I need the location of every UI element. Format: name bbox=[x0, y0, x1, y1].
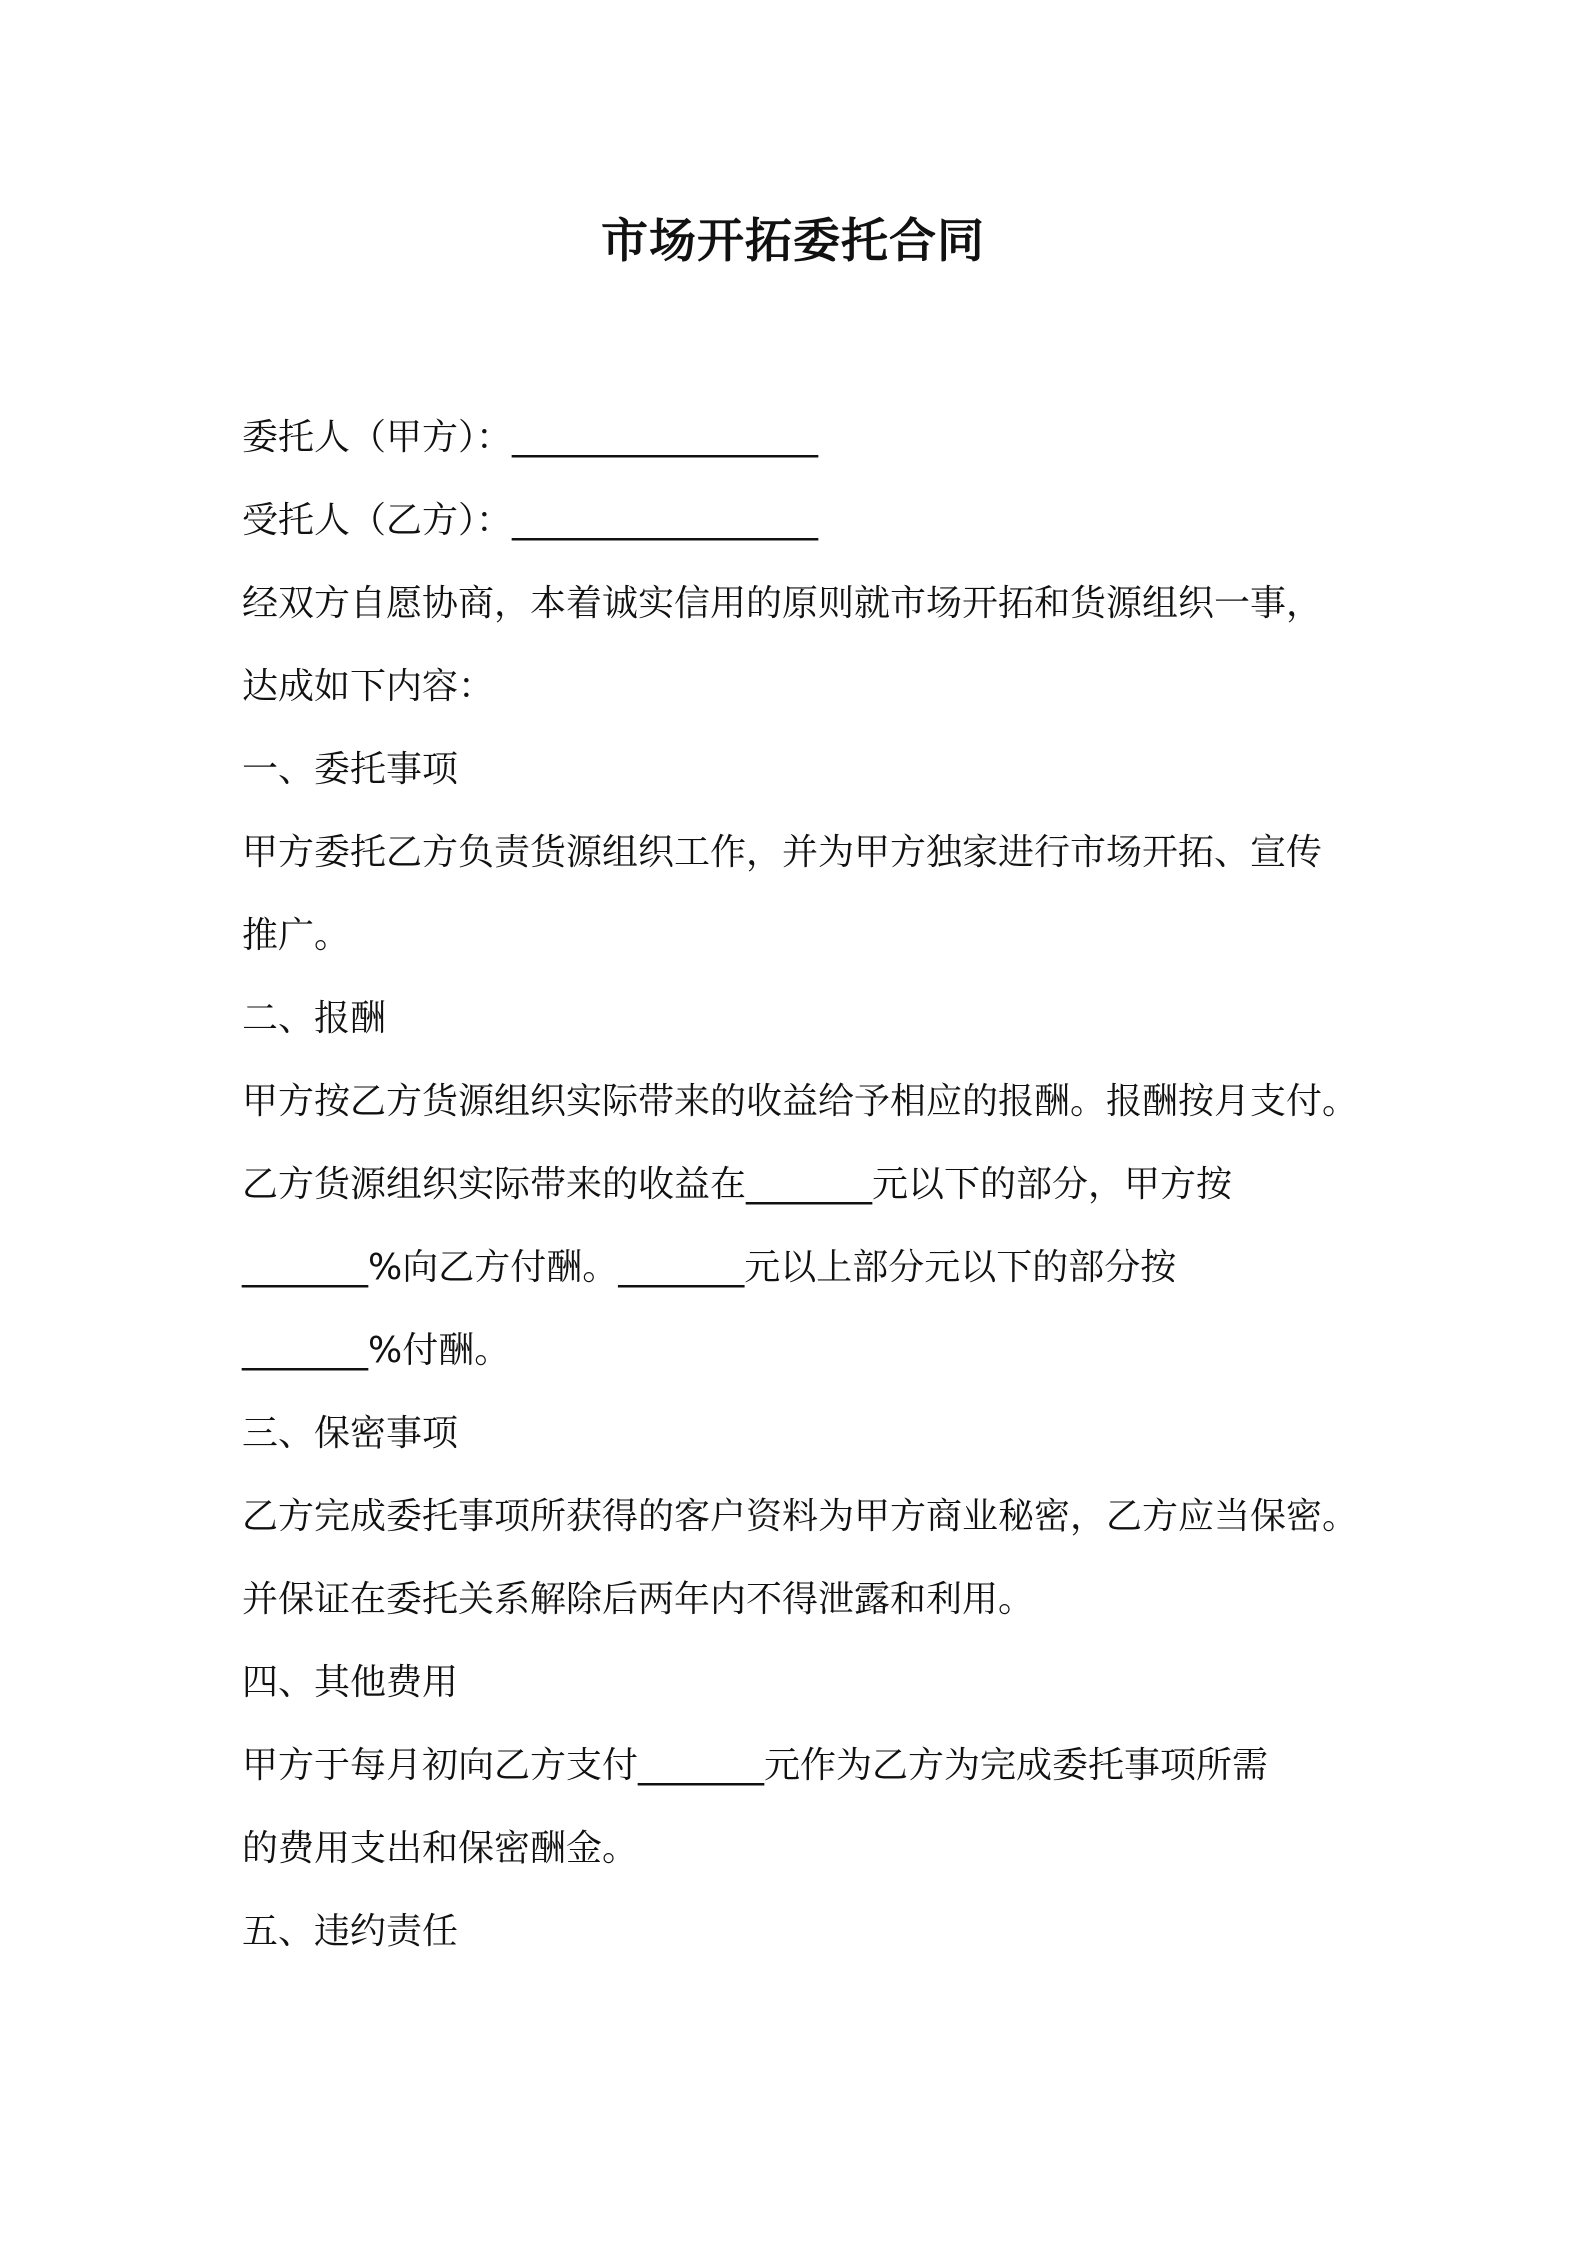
section-4-line-2: 的费用支出和保密酬金。 bbox=[242, 1828, 639, 1869]
party-a-line: 委托人（甲方）：_________________ bbox=[242, 417, 819, 458]
section-heading-4: 四、其他费用 bbox=[242, 1662, 459, 1703]
section-heading-3: 三、保密事项 bbox=[242, 1413, 459, 1454]
party-b-line: 受托人（乙方）：_________________ bbox=[242, 500, 819, 541]
preamble-line-1: 经双方自愿协商，本着诚实信用的原则就市场开拓和货源组织一事， bbox=[242, 583, 1323, 624]
section-2-line-4: _______%付酬。 bbox=[242, 1330, 511, 1371]
section-1-line-1: 甲方委托乙方负责货源组织工作，并为甲方独家进行市场开拓、宣传 bbox=[242, 832, 1323, 873]
section-heading-1: 一、委托事项 bbox=[242, 749, 459, 790]
section-2-line-3: _______%向乙方付酬。_______元以上部分元以下的部分按 bbox=[242, 1247, 1177, 1288]
section-heading-2: 二、报酬 bbox=[242, 998, 387, 1039]
document-title: 市场开拓委托合同 bbox=[601, 214, 985, 269]
section-2-line-2: 乙方货源组织实际带来的收益在_______元以下的部分，甲方按 bbox=[242, 1164, 1233, 1205]
section-3-line-1: 乙方完成委托事项所获得的客户资料为甲方商业秘密，乙方应当保密。 bbox=[242, 1496, 1359, 1537]
preamble-line-2: 达成如下内容： bbox=[242, 666, 495, 707]
section-1-line-2: 推广。 bbox=[242, 915, 351, 956]
section-heading-5: 五、违约责任 bbox=[242, 1911, 459, 1952]
section-3-line-2: 并保证在委托关系解除后两年内不得泄露和利用。 bbox=[242, 1579, 1035, 1620]
section-4-line-1: 甲方于每月初向乙方支付_______元作为乙方为完成委托事项所需 bbox=[242, 1745, 1269, 1786]
section-2-line-1: 甲方按乙方货源组织实际带来的收益给予相应的报酬。报酬按月支付。 bbox=[242, 1081, 1359, 1122]
